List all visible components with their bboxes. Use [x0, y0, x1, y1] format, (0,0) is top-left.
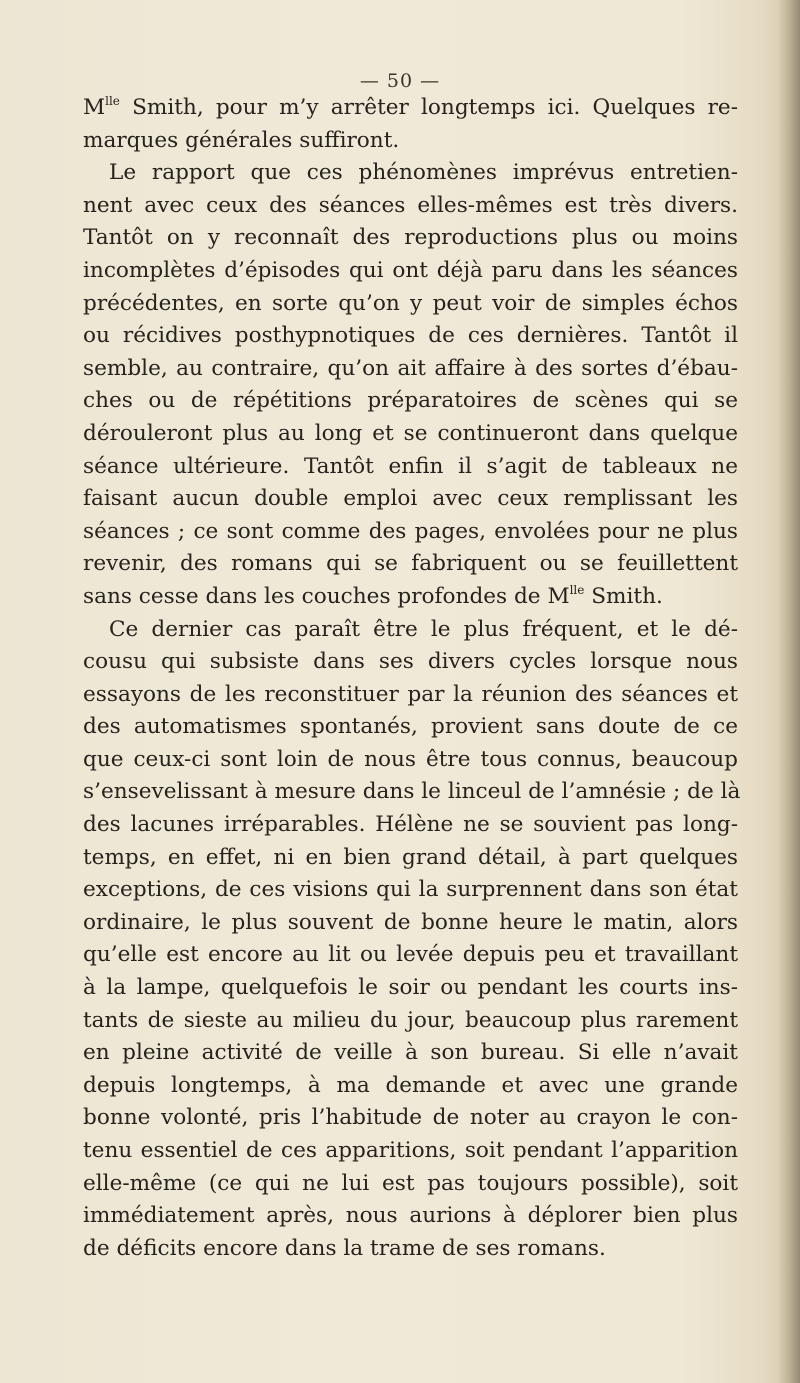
text-line: nent avec ceux des séances elles-mêmes est très divers.	[83, 192, 738, 218]
text-line: $M^{lle}$ Smith, pour m’y arrêter longtemps ici. Quelques re-	[83, 94, 738, 120]
text-line: elle-même (ce qui ne lui est pas toujours possible), soit	[83, 1170, 738, 1196]
text-line: ordinaire, le plus souvent de bonne heure le matin, alors	[83, 909, 738, 935]
body-text	[83, 92, 741, 1265]
text-line: qu’elle est encore au lit ou levée depuis peu et travaillant	[83, 942, 738, 968]
text-line: incomplètes d’épisodes qui ont déjà paru dans les séances	[83, 257, 738, 283]
text-line: bonne volonté, pris l’habitude de noter au crayon le con-	[83, 1105, 738, 1131]
text-line: immédiatement après, nous aurions à déplorer bien plus	[83, 1203, 738, 1229]
text-line: marques générales suffiront.	[83, 127, 400, 153]
text-line: Le rapport que ces phénomènes imprévus entretien-	[109, 160, 738, 186]
title-abbrev: $M^{lle}$	[547, 582, 585, 609]
text-line: depuis longtemps, à ma demande et avec une grande	[83, 1072, 738, 1098]
title-abbrev: $M^{lle}$	[83, 94, 120, 120]
text-line: à la lampe, quelquefois le soir ou pendant les courts ins-	[83, 975, 738, 1001]
text-line: tants de sieste au milieu du jour, beaucoup plus rarement	[83, 1007, 738, 1033]
text-line: séances ; ce sont comme des pages, envolées pour ne plus	[83, 518, 738, 544]
text-line: faisant aucun double emploi avec ceux remplissant les	[83, 486, 738, 512]
text-line: dérouleront plus au long et se continueront dans quelque	[83, 420, 738, 446]
text-line: que ceux-ci sont loin de nous être tous connus, beaucoup	[83, 746, 738, 772]
text-line: Ce dernier cas paraît être le plus fréquent, et le dé-	[109, 616, 738, 642]
text-line: séance ultérieure. Tantôt enfin il s’agit de tableaux ne	[83, 453, 738, 479]
text-line: tenu essentiel de ces apparitions, soit pendant l’apparition	[83, 1138, 738, 1163]
text-line: en pleine activité de veille à son bureau. Si elle n’avait	[83, 1040, 738, 1066]
text-line: temps, en effet, ni en bien grand détail, à part quelques	[83, 844, 738, 870]
text-line: Tantôt on y reconnaît des reproductions plus ou moins	[83, 225, 738, 251]
page-edge-shadow	[778, 0, 800, 1383]
text-line: précédentes, en sorte qu’on y peut voir de simples échos	[83, 290, 738, 316]
text-line: s’ensevelissant à mesure dans le linceul de l’amnésie ; de là	[83, 779, 741, 805]
text-line: sans cesse dans les couches profondes de $M^{lle}$ Smith.	[83, 582, 663, 609]
text-line: ou récidives posthypnotiques de ces dernières. Tantôt il	[83, 323, 738, 349]
page-number: — 50 —	[359, 70, 441, 92]
text-line: revenir, des romans qui se fabriquent ou se feuillettent	[83, 551, 738, 577]
text-line: des lacunes irréparables. Hélène ne se souvient pas long-	[83, 812, 738, 838]
text-line: essayons de les reconstituer par la réunion des séances et	[83, 681, 738, 707]
text-line: de déficits encore dans la trame de ses romans.	[83, 1235, 606, 1261]
text-line: cousu qui subsiste dans ses divers cycles lorsque nous	[83, 649, 738, 675]
text-line: semble, au contraire, qu’on ait affaire à des sortes d’ébau-	[83, 355, 738, 381]
text-line: ches ou de répétitions préparatoires de scènes qui se	[83, 388, 738, 414]
text-line: exceptions, de ces visions qui la surprennent dans son état	[83, 877, 738, 903]
text-line: des automatismes spontanés, provient sans doute de ce	[83, 714, 738, 740]
